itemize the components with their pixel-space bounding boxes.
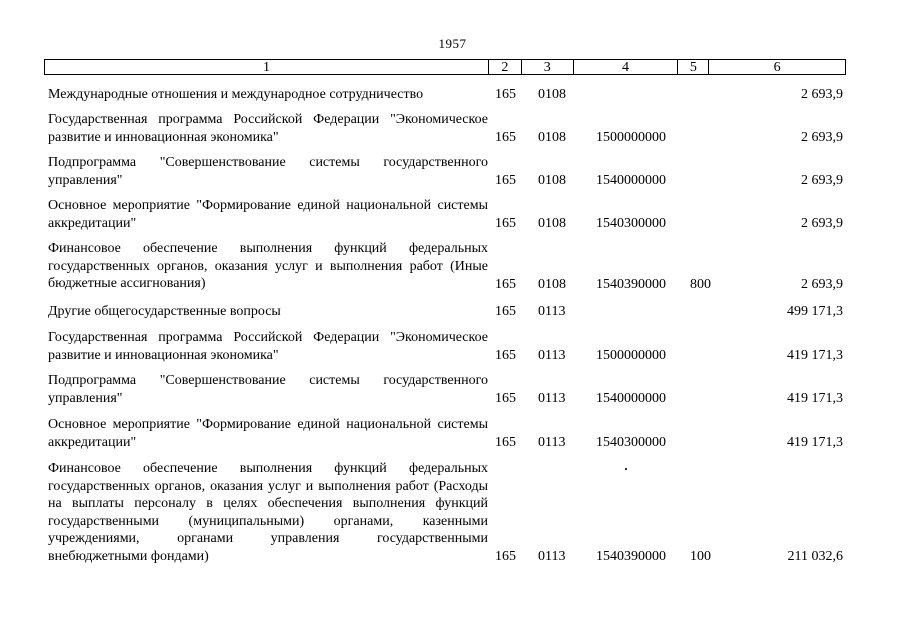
row-ved: 165 bbox=[495, 130, 516, 145]
row-name: Другие общегосударственные вопросы bbox=[48, 304, 281, 319]
row-rz: 0113 bbox=[538, 391, 566, 406]
row-name: Государственная программа Российской Федерации "Экономическое развитие и инновационная экономика" bbox=[48, 112, 488, 145]
row-name: Подпрограмма "Совершенствование системы государственного управления" bbox=[48, 155, 488, 188]
row-sum: 211 032,6 bbox=[787, 549, 843, 564]
row-ved: 165 bbox=[495, 348, 516, 363]
row-sum: 419 171,3 bbox=[787, 435, 843, 450]
row-sum: 419 171,3 bbox=[787, 348, 843, 363]
row-sum: 2 693,9 bbox=[801, 216, 843, 231]
row-csr: 1540000000 bbox=[596, 173, 666, 188]
row-csr: 1540390000 bbox=[596, 277, 666, 292]
row-sum: 2 693,9 bbox=[801, 277, 843, 292]
row-vr: 800 bbox=[690, 277, 711, 292]
row-name: Подпрограмма "Совершенствование системы государственного управления" bbox=[48, 373, 488, 406]
row-name: Государственная программа Российской Федерации "Экономическое развитие и инновационная экономика" bbox=[48, 330, 488, 363]
row-name: Основное мероприятие "Формирование единой национальной системы аккредитации" bbox=[48, 417, 488, 450]
row-rz: 0113 bbox=[538, 435, 566, 450]
row-rz: 0108 bbox=[538, 277, 566, 292]
row-sum: 2 693,9 bbox=[801, 173, 843, 188]
column-header-5: 5 bbox=[678, 60, 709, 74]
row-ved: 165 bbox=[495, 173, 516, 188]
row-csr: 1540300000 bbox=[596, 435, 666, 450]
row-ved: 165 bbox=[495, 277, 516, 292]
row-rz: 0113 bbox=[538, 549, 566, 564]
row-csr: 1540300000 bbox=[596, 216, 666, 231]
row-ved: 165 bbox=[495, 216, 516, 231]
row-sum: 419 171,3 bbox=[787, 391, 843, 406]
row-rz: 0108 bbox=[538, 216, 566, 231]
row-sum: 499 171,3 bbox=[787, 304, 843, 319]
row-rz: 0108 bbox=[538, 173, 566, 188]
row-rz: 0108 bbox=[538, 87, 566, 102]
column-header-3: 3 bbox=[522, 60, 574, 74]
row-ved: 165 bbox=[495, 549, 516, 564]
row-rz: 0108 bbox=[538, 130, 566, 145]
page-number: 1957 bbox=[438, 36, 467, 51]
column-header-2: 2 bbox=[489, 60, 522, 74]
row-ved: 165 bbox=[495, 435, 516, 450]
row-rz: 0113 bbox=[538, 348, 566, 363]
column-header-6: 6 bbox=[773, 60, 781, 75]
row-name: Финансовое обеспечение выполнения функций федеральных государственных органов, оказания услуг и выполнения работ (Расходы на выплаты персоналу в целях обеспечения выполнения функций государственными (муниципальными) органами, казенными учреждениями, органами управления государственными внебюджетными фондами) bbox=[48, 461, 488, 564]
row-sum: 2 693,9 bbox=[801, 87, 843, 102]
row-rz: 0113 bbox=[538, 304, 566, 319]
row-csr: 1540390000 bbox=[596, 549, 666, 564]
row-ved: 165 bbox=[495, 304, 516, 319]
row-csr: 1500000000 bbox=[596, 130, 666, 145]
row-name: Международные отношения и международное сотрудничество bbox=[48, 87, 424, 102]
row-sum: 2 693,9 bbox=[801, 130, 843, 145]
scan-speck bbox=[625, 468, 627, 470]
row-name: Финансовое обеспечение выполнения функций федеральных государственных органов, оказания услуг и выполнения работ (Иные бюджетные ассигнования) bbox=[48, 241, 488, 291]
row-csr: 1500000000 bbox=[596, 348, 666, 363]
row-ved: 165 bbox=[495, 87, 516, 102]
column-header-4: 4 bbox=[574, 60, 679, 74]
row-vr: 100 bbox=[690, 549, 711, 564]
row-name: Основное мероприятие "Формирование единой национальной системы аккредитации" bbox=[48, 198, 488, 231]
column-header-row bbox=[44, 59, 846, 75]
row-csr: 1540000000 bbox=[596, 391, 666, 406]
column-header-1: 1 bbox=[45, 60, 489, 74]
row-ved: 165 bbox=[495, 391, 516, 406]
